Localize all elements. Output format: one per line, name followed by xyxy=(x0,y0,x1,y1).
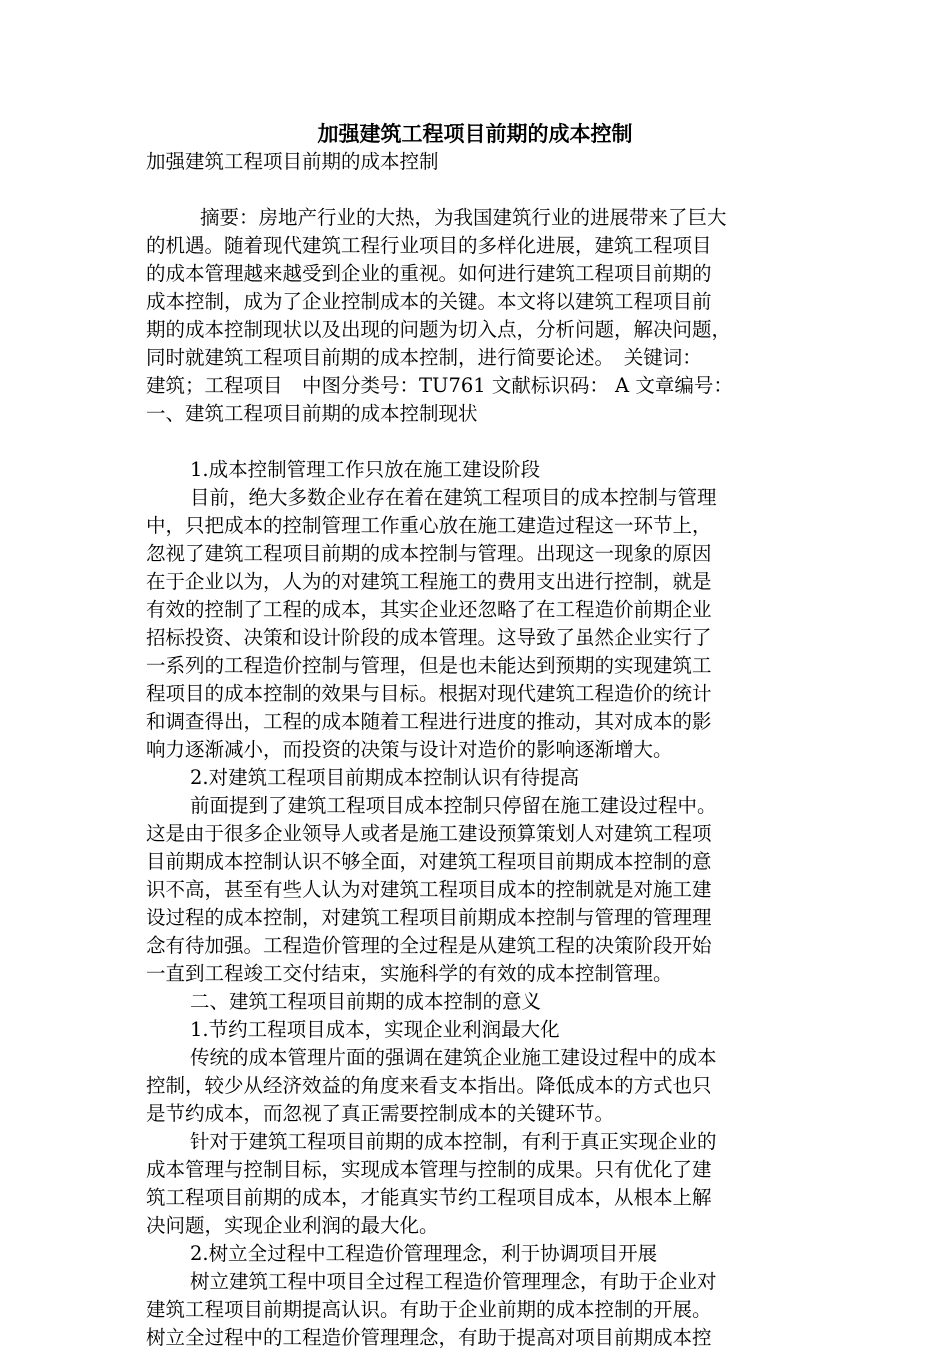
paragraph-line: 树立全过程中的工程造价管理理念，有助于提高对项目前期成本控 xyxy=(146,1326,712,1349)
paragraph-line: 忽视了建筑工程项目前期的成本控制与管理。出现这一现象的原因 xyxy=(146,542,712,565)
paragraph-line: 中，只把成本的控制管理工作重心放在施工建造过程这一环节上， xyxy=(146,514,712,537)
paragraph-line: 针对于建筑工程项目前期的成本控制，有利于真正实现企业的 xyxy=(190,1130,717,1153)
document-body xyxy=(146,148,806,1352)
paragraph-line: 建筑工程项目前期提高认识。有助于企业前期的成本控制的开展。 xyxy=(146,1298,712,1321)
blank-line xyxy=(146,176,806,204)
paragraph-line: 筑工程项目前期的成本，才能真实节约工程项目成本，从根本上解 xyxy=(146,1186,712,1209)
paragraph-line: 设过程的成本控制，对建筑工程项目前期成本控制与管理的管理理 xyxy=(146,906,712,929)
paragraph-line: 传统的成本管理片面的强调在建筑企业施工建设过程中的成本 xyxy=(190,1046,717,1069)
document-title: 加强建筑工程项目前期的成本控制 xyxy=(317,121,633,146)
paragraph-line: 识不高，甚至有些人认为对建筑工程项目成本的控制就是对施工建 xyxy=(146,878,712,901)
abstract-line: 的机遇。随着现代建筑工程行业项目的多样化进展，建筑工程项目 xyxy=(146,234,712,257)
paragraph-line: 一直到工程竣工交付结束，实施科学的有效的成本控制管理。 xyxy=(146,962,673,985)
subsection-heading: 1.成本控制管理工作只放在施工建设阶段 xyxy=(190,458,541,481)
abstract-line: 成本控制，成为了企业控制成本的关键。本文将以建筑工程项目前 xyxy=(146,290,712,313)
abstract-line: 同时就建筑工程项目前期的成本控制，进行简要论述。 关键词： xyxy=(146,346,702,369)
paragraph-line: 程项目的成本控制的效果与目标。根据对现代建筑工程造价的统计 xyxy=(146,682,712,705)
paragraph-line: 有效的控制了工程的成本，其实企业还忽略了在工程造价前期企业 xyxy=(146,598,712,621)
paragraph-line: 响力逐渐减小，而投资的决策与设计对造价的影响逐渐增大。 xyxy=(146,738,673,761)
paragraph-line: 是节约成本，而忽视了真正需要控制成本的关键环节。 xyxy=(146,1102,615,1125)
paragraph-line: 一系列的工程造价控制与管理，但是也未能达到预期的实现建筑工 xyxy=(146,654,712,677)
blank-line xyxy=(146,428,806,456)
keywords-line: 建筑；工程项目 中图分类号：TU761 文献标识码： A 文章编号： xyxy=(146,374,733,397)
subtitle-line: 加强建筑工程项目前期的成本控制 xyxy=(146,150,439,173)
subsection-heading: 2.树立全过程中工程造价管理理念，利于协调项目开展 xyxy=(190,1242,658,1265)
paragraph-line: 成本管理与控制目标，实现成本管理与控制的成果。只有优化了建 xyxy=(146,1158,712,1181)
abstract-line: 的成本管理越来越受到企业的重视。如何进行建筑工程项目前期的 xyxy=(146,262,712,285)
paragraph-line: 前面提到了建筑工程项目成本控制只停留在施工建设过程中。 xyxy=(190,794,717,817)
paragraph-line: 和调查得出，工程的成本随着工程进行进度的推动，其对成本的影 xyxy=(146,710,712,733)
paragraph-line: 目前期成本控制认识不够全面，对建筑工程项目前期成本控制的意 xyxy=(146,850,712,873)
abstract-line: 摘要：房地产行业的大热，为我国建筑行业的进展带来了巨大 xyxy=(200,206,727,229)
paragraph-line: 决问题，实现企业利润的最大化。 xyxy=(146,1214,439,1237)
paragraph-line: 念有待加强。工程造价管理的全过程是从建筑工程的决策阶段开始 xyxy=(146,934,712,957)
paragraph-line: 目前，绝大多数企业存在着在建筑工程项目的成本控制与管理 xyxy=(190,486,717,509)
section-heading: 一、建筑工程项目前期的成本控制现状 xyxy=(146,402,478,425)
paragraph-line: 招标投资、决策和设计阶段的成本管理。这导致了虽然企业实行了 xyxy=(146,626,712,649)
paragraph-line: 控制，较少从经济效益的角度来看支本指出。降低成本的方式也只 xyxy=(146,1074,712,1097)
abstract-line: 期的成本控制现状以及出现的问题为切入点，分析问题，解决问题， xyxy=(146,318,732,341)
paragraph-line: 树立建筑工程中项目全过程工程造价管理理念，有助于企业对 xyxy=(190,1270,717,1293)
paragraph-line: 这是由于很多企业领导人或者是施工建设预算策划人对建筑工程项 xyxy=(146,822,712,845)
subsection-heading: 1.节约工程项目成本，实现企业利润最大化 xyxy=(190,1018,560,1041)
section-heading: 二、建筑工程项目前期的成本控制的意义 xyxy=(190,990,542,1013)
paragraph-line: 在于企业以为，人为的对建筑工程施工的费用支出进行控制，就是 xyxy=(146,570,712,593)
subsection-heading: 2.对建筑工程项目前期成本控制认识有待提高 xyxy=(190,766,580,789)
